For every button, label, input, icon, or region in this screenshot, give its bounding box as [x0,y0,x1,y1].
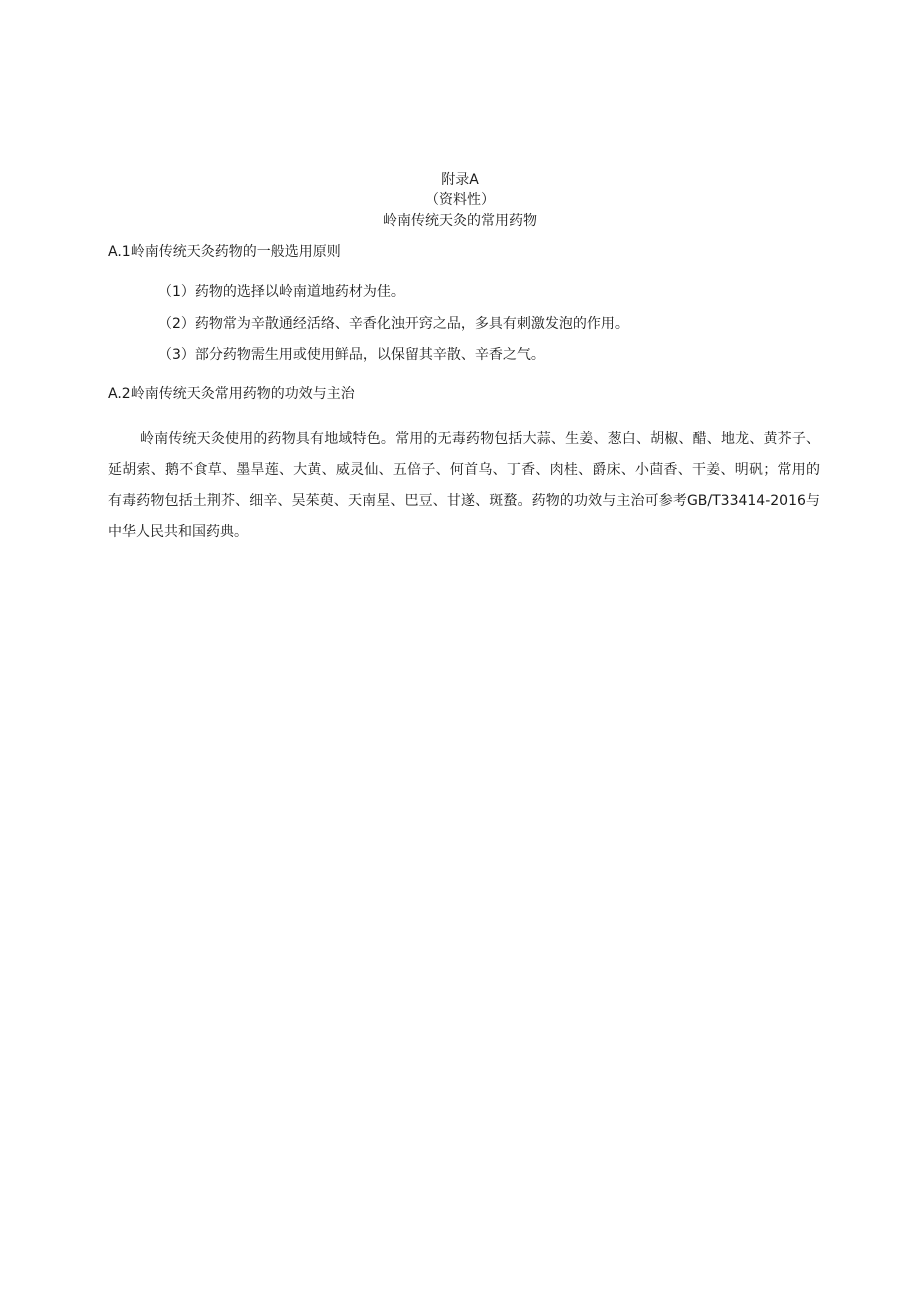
list-item: （2）药物常为辛散通经活络、辛香化浊开窍之品，多具有刺激发泡的作用。 [158,316,629,332]
appendix-nature: （资料性） [425,192,495,208]
appendix-label: 附录A [441,172,479,188]
list-item: （1）药物的选择以岭南道地药材为佳。 [158,284,405,300]
section-a1-title: A.1岭南传统天灸药物的一般选用原则 [108,244,341,260]
section-a2-title: A.2岭南传统天灸常用药物的功效与主治 [108,386,355,402]
appendix-title: 岭南传统天灸的常用药物 [383,213,537,229]
section-a2-paragraph: 岭南传统天灸使用的药物具有地域特色。常用的无毒药物包括大蒜、生姜、葱白、胡椒、醋、地龙、黄芥子、延胡索、鹅不食草、墨旱莲、大黄、威灵仙、五倍子、何首乌、丁香、肉桂、爵床、小茴香、干姜、明矾；常用的有毒药物包括土荆芥、细辛、吴茱萸、天南星、巴豆、甘遂、斑蝥。药物的功效与主治可参考GB/T33414-2016与中华人民共和国药典。 [108,431,820,540]
list-item: （3）部分药物需生用或使用鲜品，以保留其辛散、辛香之气。 [158,347,545,363]
